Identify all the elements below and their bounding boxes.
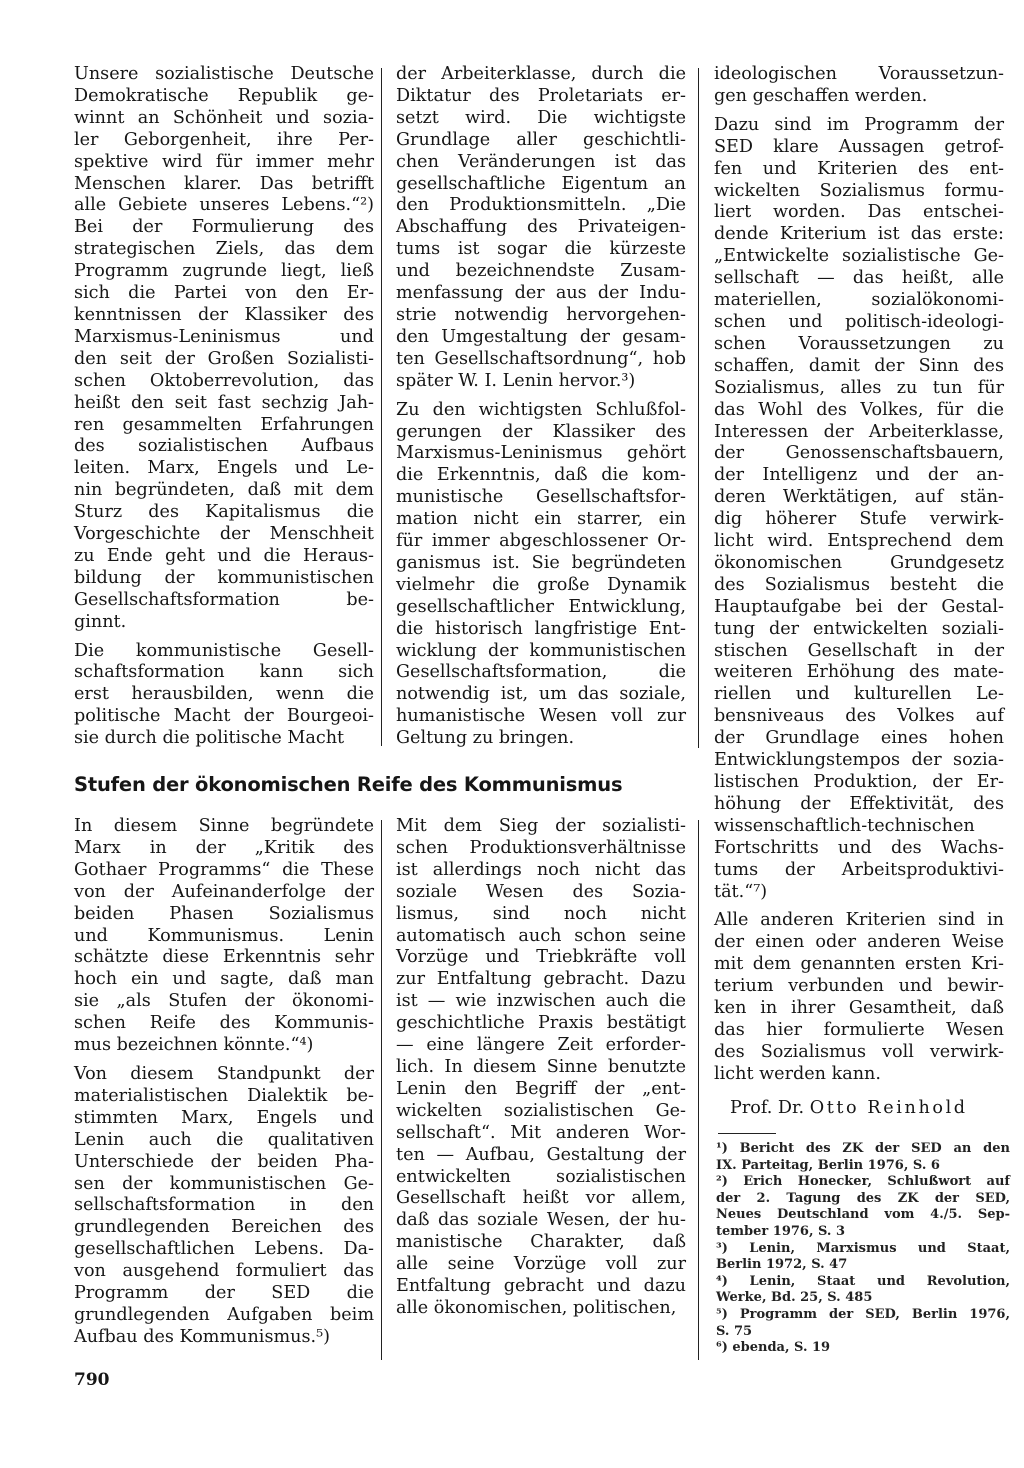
text-line: grundlegenden Aufgaben beim [74, 1304, 374, 1325]
text-line: beiden Phasen Sozialismus [74, 903, 374, 924]
footnote [716, 1274, 1010, 1307]
text-line: zur Entfaltung gebracht. Dazu [396, 969, 686, 990]
text-line: Mit dem Sieg der sozialisti- [396, 816, 686, 836]
text-line: Demokratische Republik ge- [74, 85, 374, 106]
text-line: Entwicklungstempos der sozia- [714, 750, 1004, 771]
text-line: strie notwendig hervorgehen- [396, 304, 686, 325]
footnote-line: ²) Erich Honecker, Schlußwort auf [716, 1174, 1010, 1190]
text-line: ten — Aufbau, Gestaltung der [396, 1144, 686, 1165]
text-line: terium verbunden und bewir- [714, 976, 1004, 997]
text-line: Dazu sind im Programm der [714, 114, 1004, 135]
text-line: mus bezeichnen könnte.“⁴) [74, 1035, 314, 1056]
text-line: ist allerdings noch nicht das [396, 859, 686, 880]
footnote [716, 1307, 1010, 1340]
text-line: stimmten Marx, Engels und [74, 1107, 374, 1128]
text-line: politische Macht der Bourgeoi- [74, 706, 374, 727]
text-line: deren Werktätigen, auf stän- [714, 487, 1004, 508]
text-line: daß das soziale Wesen, der hu- [396, 1210, 686, 1231]
text-line: wickelten sozialistischen Ge- [396, 1100, 686, 1121]
text-line: Gesellschaftsformation be- [74, 589, 374, 610]
text-line: soziale Wesen des Sozia- [396, 881, 686, 902]
section-heading: Stufen der ökonomischen Reife des Kommunismus [74, 773, 623, 796]
text-line: des Sozialismus voll verwirk- [714, 1041, 1004, 1062]
text-line: Alle anderen Kriterien sind in [714, 910, 1004, 931]
text-line: von ausgehend formuliert das [74, 1261, 374, 1282]
text-line: Abschaffung des Privateigen- [396, 217, 686, 238]
text-line: Geltung zu bringen. [396, 728, 575, 749]
text-line: alle Gebiete unseres Lebens.“²) [74, 195, 374, 216]
page-number: 790 [74, 1370, 110, 1390]
text-line: das Wohl des Volkes, für die [714, 399, 1004, 420]
text-line: — eine längere Zeit erforder- [396, 1035, 686, 1056]
text-line: kenntnissen der Klassiker des [74, 304, 374, 325]
text-line: Sozialismus, alles zu tun für [714, 377, 1004, 398]
text-line: dig höherer Stufe verwirk- [714, 509, 1004, 530]
text-line: bensniveaus des Volkes auf [714, 706, 1004, 727]
text-line: Bei der Formulierung des [74, 217, 374, 238]
text-line: heißt den seit fast sechzig Jah- [74, 392, 374, 413]
text-line: Gesellschaft heißt vor allem, [396, 1188, 686, 1209]
text-line: gen geschaffen werden. [714, 85, 928, 106]
text-line: nin begründeten, daß mit dem [74, 480, 374, 501]
text-line: und Kommunismus. Lenin [74, 925, 374, 946]
text-line: mit dem genannten ersten Kri- [714, 954, 1004, 975]
text-line: tums ist sogar die kürzeste [396, 239, 686, 260]
footnote-rule [718, 1133, 776, 1134]
text-line: stischen Gesellschaft in der [714, 640, 1004, 661]
text-line: Lenin auch die qualitativen [74, 1129, 374, 1150]
footnote [716, 1340, 1010, 1357]
footnote-line: Werke, Bd. 25, S. 485 [716, 1290, 873, 1306]
text-line: manistische Charakter, daß [396, 1232, 686, 1253]
footnote-line: ⁶) ebenda, S. 19 [716, 1340, 831, 1356]
text-line: wicklung der kommunistischen [396, 640, 686, 661]
author-title: Prof. Dr. [730, 1098, 805, 1118]
text-line: Hauptaufgabe bei der Gestal- [714, 596, 1004, 617]
column-1-top-left [74, 64, 374, 757]
text-line: Menschen klarer. Das betrifft [74, 173, 374, 194]
text-line: vielmehr die große Dynamik [396, 574, 686, 595]
text-line: zu Ende geht und die Heraus- [74, 545, 374, 566]
paragraph [396, 64, 686, 393]
author-name: Otto Reinhold [809, 1098, 968, 1118]
footnote-line: ⁴) Lenin, Staat und Revolution, [716, 1273, 1010, 1289]
text-line: grundlegenden Bereichen des [74, 1217, 374, 1238]
text-line: sich die Partei von den Er- [74, 283, 374, 304]
author-signature [730, 1098, 1020, 1118]
text-line: SED klare Aussagen getrof- [714, 136, 1004, 157]
text-line: ideologischen Voraussetzun- [714, 64, 1004, 84]
text-line: dende Kriterium ist das erste: [714, 224, 1004, 245]
text-line: licht wird. Entsprechend dem [714, 531, 1004, 552]
text-line: lismus, sind noch nicht [396, 903, 686, 924]
text-line: chen Veränderungen ist das [396, 151, 686, 172]
text-line: und bezeichnendste Zusam- [396, 261, 686, 282]
footnote-line: Neues Deutschland vom 4./5. Sep- [716, 1207, 1010, 1223]
footnote-line: ⁵) Programm der SED, Berlin 1976, [716, 1306, 1010, 1322]
text-line: Gothaer Programms“ die These [74, 859, 374, 880]
text-line: den Umgestaltung der gesam- [396, 326, 686, 347]
text-line: Interessen der Arbeiterklasse, [714, 421, 1004, 442]
text-line: sellschaftsformation in den [74, 1195, 374, 1216]
text-line: ökonomischen Grundgesetz [714, 552, 1004, 573]
text-line: der Intelligenz und der an- [714, 465, 1004, 486]
text-line: tums der Arbeitsproduktivi- [714, 859, 1004, 880]
text-line: sellschaft“. Mit anderen Wor- [396, 1122, 686, 1143]
text-line: Marx in der „Kritik des [74, 837, 374, 858]
text-line: menfassung der aus der Indu- [396, 283, 686, 304]
text-line: ten Gesellschaftsordnung“, hob [396, 348, 686, 369]
text-line: strategischen Ziels, das dem [74, 239, 374, 260]
column-divider-1 [381, 68, 382, 746]
footnote [716, 1241, 1010, 1274]
text-line: alle seine Vorzüge voll zur [396, 1254, 686, 1275]
text-line: von der Aufeinanderfolge der [74, 881, 374, 902]
paragraph [396, 400, 686, 751]
text-line: notwendig ist, um das soziale, [396, 684, 686, 705]
text-line: alle ökonomischen, politischen, [396, 1297, 677, 1318]
text-line: hoch ein und sagte, daß man [74, 969, 374, 990]
text-line: ren gesammelten Erfahrungen [74, 414, 374, 435]
footnote [716, 1174, 1010, 1240]
text-line: schen und politisch-ideologi- [714, 311, 1004, 332]
text-line: die Erkenntnis, daß die kom- [396, 465, 686, 486]
text-line: bildung der kommunistischen [74, 567, 374, 588]
column-3-right [714, 64, 1004, 1093]
text-line: weiteren Erhöhung des mate- [714, 662, 1004, 683]
text-line: der Genossenschaftsbauern, [714, 443, 1004, 464]
text-line: humanistische Wesen voll zur [396, 706, 686, 727]
text-line: listischen Produktion, der Er- [714, 772, 1004, 792]
text-line: ler Geborgenheit, ihre Per- [74, 129, 374, 150]
paragraph [396, 816, 686, 1320]
text-line: das hier formulierte Wesen [714, 1019, 1004, 1040]
text-line: später W. I. Lenin hervor.³) [396, 370, 636, 391]
text-line: geschichtliche Praxis bestätigt [396, 1013, 686, 1034]
text-line: sie durch die politische Macht [74, 728, 345, 749]
text-line: ken in ihrer Gesamtheit, daß [714, 998, 1004, 1019]
text-line: Marxismus-Leninismus und [74, 326, 374, 347]
text-line: gesellschaftlicher Entwicklung, [396, 596, 686, 617]
footnote-line: S. 75 [716, 1323, 753, 1339]
footnote-line: ³) Lenin, Marxismus und Staat, [716, 1240, 1010, 1256]
text-line: fen und Kriterien des ent- [714, 158, 1004, 179]
text-line: sellschaft — das heißt, alle [714, 268, 1004, 289]
paragraph [74, 64, 374, 634]
text-line: automatisch auch schon seine [396, 925, 686, 946]
column-divider-4 [698, 820, 699, 1360]
text-line: der einen oder anderen Weise [714, 932, 1004, 953]
text-line: Programm zugrunde liegt, ließ [74, 261, 374, 282]
text-line: die historisch langfristige Ent- [396, 618, 686, 639]
text-line: winnt an Schönheit und sozia- [74, 107, 374, 128]
footnote-line: Berlin 1972, S. 47 [716, 1257, 848, 1273]
text-line: entwickelten sozialistischen [396, 1166, 686, 1187]
text-line: höhung der Effektivität, des [714, 793, 1004, 814]
text-line: des sozialistischen Aufbaus [74, 436, 374, 457]
text-line: schen Produktionsverhältnisse [396, 837, 686, 858]
text-line: liert worden. Das entschei- [714, 202, 1004, 223]
text-line: sen der kommunistischen Ge- [74, 1173, 374, 1194]
paragraph [714, 64, 1004, 108]
text-line: schaffen, damit der Sinn des [714, 355, 1004, 376]
paragraph [714, 115, 1004, 904]
footnote-line: tember 1976, S. 3 [716, 1223, 846, 1239]
text-line: Vorgeschichte der Menschheit [74, 524, 374, 545]
text-line: gesellschaftlichen Lebens. Da- [74, 1239, 374, 1260]
text-line: tät.“⁷) [714, 881, 768, 902]
text-line: Von diesem Standpunkt der [74, 1063, 374, 1084]
text-line: Unterschiede der beiden Pha- [74, 1151, 374, 1172]
footnote-line: ¹) Bericht des ZK der SED an den [716, 1141, 1010, 1156]
text-line: Sturz des Kapitalismus die [74, 502, 374, 523]
paragraph [714, 910, 1004, 1085]
text-line: In diesem Sinne begründete [74, 816, 374, 836]
paragraph [74, 816, 374, 1057]
paragraph [74, 1064, 374, 1349]
text-line: schen Reife des Kommunis- [74, 1013, 374, 1034]
text-line: ganismus ist. Sie begründeten [396, 552, 686, 573]
column-5-bottom-middle [396, 816, 686, 1327]
text-line: für immer abgeschlossener Or- [396, 531, 686, 552]
text-line: des Sozialismus besteht die [714, 574, 1004, 595]
text-line: materiellen, sozialökonomi- [714, 290, 1004, 311]
text-line: Diktatur des Proletariats er- [396, 85, 686, 106]
paragraph [74, 641, 374, 751]
column-2-top-middle [396, 64, 686, 757]
text-line: riellen und kulturellen Le- [714, 684, 1004, 705]
text-line: Vorzüge und Triebkräfte voll [396, 947, 686, 968]
text-line: Zu den wichtigsten Schlußfol- [396, 399, 686, 420]
text-line: Fortschritts und des Wachs- [714, 837, 1004, 858]
text-line: wickelten Sozialismus formu- [714, 180, 1004, 201]
text-line: der Grundlage eines hohen [714, 728, 1004, 749]
text-line: der Arbeiterklasse, durch die [396, 64, 686, 84]
text-line: Die kommunistische Gesell- [74, 640, 374, 661]
footnote [716, 1141, 1010, 1174]
text-line: schaftsformation kann sich [74, 662, 374, 683]
footnotes [716, 1141, 1010, 1357]
text-line: setzt wird. Die wichtigste [396, 107, 686, 128]
text-line: spektive wird für immer mehr [74, 151, 374, 172]
text-line: Marxismus-Leninismus gehört [396, 443, 686, 464]
text-line: licht werden kann. [714, 1063, 881, 1084]
footnote-line: IX. Parteitag, Berlin 1976, S. 6 [716, 1157, 940, 1173]
text-line: Aufbau des Kommunismus.⁵) [74, 1326, 331, 1347]
text-line: schen Voraussetzungen zu [714, 333, 1004, 354]
text-line: gesellschaftliche Eigentum an [396, 173, 686, 194]
text-line: lich. In diesem Sinne benutzte [396, 1056, 686, 1077]
text-line: materialistischen Dialektik be- [74, 1085, 374, 1106]
text-line: Entfaltung gebracht und dazu [396, 1276, 686, 1297]
text-line: erst herausbilden, wenn die [74, 684, 374, 705]
text-line: mation nicht ein starrer, ein [396, 509, 686, 530]
column-4-bottom-left [74, 816, 374, 1356]
text-line: ist — wie inzwischen auch die [396, 991, 686, 1012]
text-line: schen Oktoberrevolution, das [74, 370, 374, 391]
text-line: wissenschaftlich-technischen [714, 815, 975, 836]
text-line: schätzte diese Erkenntnis sehr [74, 947, 374, 968]
text-line: gerungen der Klassiker des [396, 421, 686, 442]
text-line: tung der entwickelten soziali- [714, 618, 1004, 639]
footnote-line: der 2. Tagung des ZK der SED, [716, 1190, 1010, 1206]
text-line: Unsere sozialistische Deutsche [74, 64, 374, 84]
text-line: den seit der Großen Sozialisti- [74, 348, 374, 369]
text-line: munistische Gesellschaftsfor- [396, 487, 686, 508]
column-divider-2 [698, 68, 699, 748]
text-line: den Produktionsmitteln. „Die [396, 195, 686, 216]
text-line: ginnt. [74, 611, 127, 632]
text-line: Lenin den Begriff der „ent- [396, 1078, 686, 1099]
text-line: sie „als Stufen der ökonomi- [74, 991, 374, 1012]
text-line: leiten. Marx, Engels und Le- [74, 458, 374, 479]
text-line: „Entwickelte sozialistische Ge- [714, 246, 1004, 267]
column-divider-3 [381, 820, 382, 1360]
text-line: Gesellschaftsformation, die [396, 662, 686, 683]
text-line: Programm der SED die [74, 1283, 374, 1304]
text-line: Grundlage aller geschichtli- [396, 129, 686, 150]
